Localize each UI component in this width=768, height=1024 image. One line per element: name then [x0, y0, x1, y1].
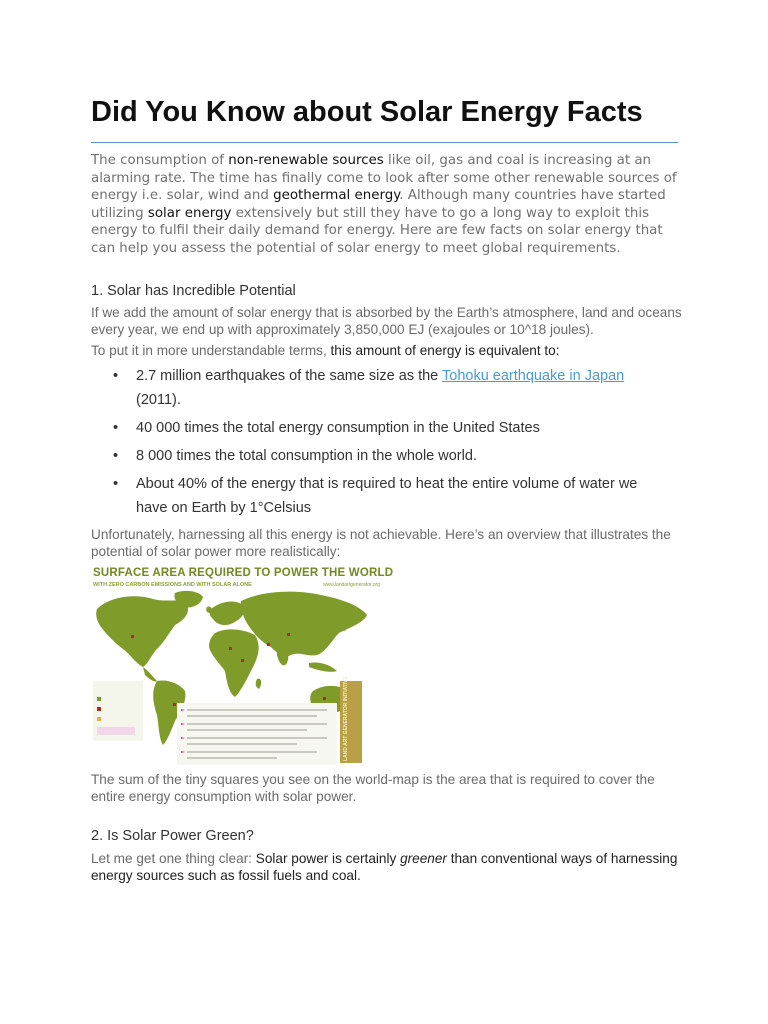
fact-text: About 40% of the energy that is required to heat the entire volume of water we have on Earth by 1°Celsius: [136, 476, 638, 516]
intro-text-3: . Although many countries have started utilizing: [91, 188, 666, 221]
section-2-text-2: Solar power is certainly: [255, 851, 401, 866]
solar-area-square: [241, 659, 244, 662]
bullet-icon: •: [113, 448, 119, 464]
europe-landmass: [210, 602, 245, 626]
intro-text-1: The consumption of: [91, 153, 229, 168]
solar-area-square: [131, 635, 134, 638]
intro-text-2: like oil, gas and coal is increasing at an alarming rate. The time has finally come to look after some other renewable sources of energy i.e. solar, wind and: [91, 153, 677, 204]
intro-keyword-solar: solar energy: [147, 205, 232, 221]
tohoku-earthquake-link[interactable]: Tohoku earthquake in Japan: [442, 368, 625, 384]
section-1-paragraph: If we add the amount of solar energy that is absorbed by the Earth’s atmosphere, land and oceans every year, we end up with approximately 3,850,000 EJ (exajoules or 10^18 joules).: [91, 305, 682, 337]
equivalent-intro-text: To put it in more understandable terms,: [91, 343, 331, 358]
section-1-heading: 1. Solar has Incredible Potential: [91, 283, 296, 299]
north-america-landmass: [96, 596, 188, 667]
world-map-infographic: [91, 563, 394, 766]
section-2-paragraph: [91, 850, 686, 884]
page-title: Did You Know about Solar Energy Facts: [91, 96, 643, 128]
intro-text-4: extensively but still they have to go a long way to exploit this energy to fulfil their daily demand for energy. Here are few facts on solar energy that can help you assess the potential of solar energy to meet global requirements.: [91, 205, 663, 256]
map-explanation-paragraph: The sum of the tiny squares you see on the world-map is the area that is required to cover the entire energy consumption with solar power.: [91, 772, 655, 804]
legend-swatch: [97, 717, 101, 721]
infographic-url: www.landartgenerator.org: [323, 582, 380, 588]
fact-text: 40 000 times the total energy consumption in the United States: [136, 420, 540, 436]
madagascar-landmass: [256, 679, 261, 689]
southeast-asia-islands: [309, 662, 337, 671]
intro-keyword-geothermal: geothermal energy: [273, 188, 400, 204]
world-map-svg: [91, 563, 375, 766]
legend-swatch: [97, 697, 101, 701]
list-item: [91, 472, 651, 520]
intro-keyword-non-renewable: non-renewable sources: [228, 153, 384, 168]
bullet-icon: •: [113, 476, 119, 492]
section-2-heading: 2. Is Solar Power Green?: [91, 828, 254, 844]
bullet-icon: •: [113, 420, 119, 436]
solar-area-square: [173, 703, 176, 706]
solar-area-square: [323, 697, 326, 700]
notes-box: [177, 703, 337, 765]
title-divider: [91, 142, 678, 143]
intro-paragraph: [91, 152, 681, 258]
equivalent-intro-emphasis: this amount of energy is equivalent to:: [330, 343, 560, 358]
infographic-sidebar-label: LAND ART GENERATOR INITIATIVE: [343, 676, 349, 761]
fact-text: 8 000 times the total consumption in the whole world.: [136, 448, 477, 464]
list-item: [91, 416, 651, 440]
fact-text-suffix: (2011).: [136, 392, 181, 408]
infographic-title: SURFACE AREA REQUIRED TO POWER THE WORLD: [93, 567, 394, 579]
solar-area-square: [267, 643, 270, 646]
overview-paragraph: Unfortunately, harnessing all this energy is not achievable. Here’s an overview that illustrates the potential of solar power more realistically:: [91, 527, 671, 559]
section-2-emphasis: greener: [400, 851, 447, 866]
legend-note: [97, 727, 135, 735]
africa-landmass: [209, 629, 259, 697]
list-item: [91, 444, 651, 468]
list-item: [91, 364, 651, 412]
legend-swatch: [97, 707, 101, 711]
facts-list: [91, 364, 651, 524]
bullet-icon: •: [113, 368, 119, 384]
section-2-text-3: than conventional ways of harnessing energy sources such as fossil fuels and coal.: [91, 851, 678, 883]
central-america-landmass: [143, 667, 157, 682]
solar-area-square: [229, 647, 232, 650]
infographic-subtitle: WITH ZERO CARBON EMISSIONS AND WITH SOLAR ALONE: [93, 582, 252, 588]
section-1-equivalent-intro: [91, 342, 686, 359]
asia-landmass: [241, 592, 367, 657]
uk-landmass: [206, 606, 212, 613]
fact-text: 2.7 million earthquakes of the same size as the: [136, 368, 443, 384]
section-2-text-1: Let me get one thing clear:: [91, 851, 256, 866]
solar-area-square: [287, 633, 290, 636]
